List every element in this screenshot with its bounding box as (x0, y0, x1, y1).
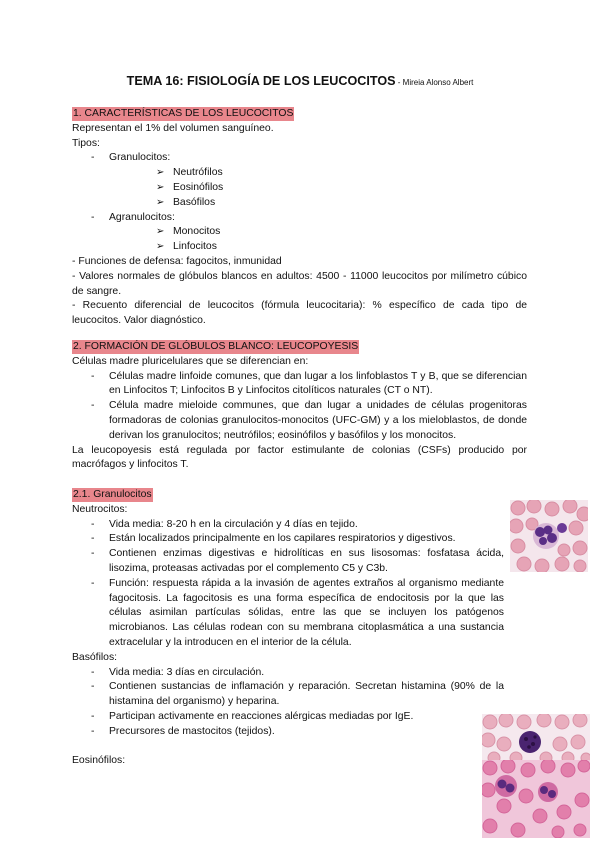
eosinophil-micrograph (482, 760, 590, 838)
section-1 (72, 107, 527, 329)
s1-agranulocitos: - Agranulocitos: (72, 211, 527, 226)
neutrophil-micrograph (510, 500, 588, 572)
basophil-micrograph-image (482, 714, 590, 762)
s2-item2: - Célula madre mieloide communes, que dan lugar a unidades de células progenitoras formadoras de colonias granulocitos-monocitos (UFC-GM) y a los mieloblastos, de donde derivan los granulocitos; neutrófilos; eosinófilos y basófilos y los monocitos. (72, 399, 527, 443)
s1-basofilos: ➢ Basófilos (72, 196, 527, 211)
neutro-item-1: - Vida media: 8-20 h en la circulación y 4 días en tejido. (72, 518, 504, 533)
basofilos-title: Basófilos: (72, 651, 118, 663)
section-2-heading: 2. FORMACIÓN DE GLÓBULOS BLANCO: LEUCOPOYESIS (73, 341, 359, 352)
s2-item1: - Células madre linfoide comunes, que dan lugar a los linfoblastos T y B, que se diferencian en Linfocitos T; Linfocitos B y Linfocitos citolíticos naturales (CT o NT). (72, 370, 527, 400)
s1-valores: - Valores normales de glóbulos blancos en adultos: 4500 - 11000 leucocitos por milímetro cúbico de sangre. (72, 270, 527, 297)
section-1-heading: 1. CARACTERÍSTICAS DE LOS LEUCOCITOS (73, 108, 294, 119)
neutro-item-3: - Contienen enzimas digestivas e hidrolíticas en sus lisosomas: fosfatasa ácida, lisozima, proteasas activadas por el complemento C5 y C3b. (72, 547, 504, 577)
neutro-item-2: - Están localizados principalmente en los capilares respiratorios y digestivos. (72, 532, 504, 547)
section-2 (72, 340, 527, 473)
neutro-item-4: - Función: respuesta rápida a la invasión de agentes extraños al organismo mediante fagocitosis. La fagocitosis es una forma específica de endocitosis por la que las células asimilan partículas sólidas, entre las que se incluyen los patógenos microbianos. Las células rodean con su membrana citoplasmática a una sustancia extracelular y la introducen en el interior de la célula. (72, 577, 504, 651)
eosinophil-micrograph-image (482, 760, 590, 838)
neutrocitos-title: Neutrocitos: (72, 503, 128, 515)
s1-granulocitos: - Granulocitos: (72, 151, 527, 166)
title-main: TEMA 16: FISIOLOGÍA DE LOS LEUCOCITOS (126, 74, 396, 88)
document-title (0, 74, 600, 91)
s1-tipos: Tipos: (72, 137, 100, 149)
s1-linfocitos: ➢ Linfocitos (72, 240, 527, 255)
s1-line1: Representan el 1% del volumen sanguíneo. (72, 122, 274, 134)
title-author: - Mireia Alonso Albert (395, 78, 474, 87)
s2-regulation: La leucopoyesis está regulada por factor estimulante de colonias (CSFs) producido por macrófagos y linfocitos T. (72, 444, 527, 471)
s1-defensa: - Funciones de defensa: fagocitos, inmunidad (72, 255, 282, 267)
baso-item-3: - Participan activamente en reacciones alérgicas mediadas por IgE. (72, 710, 504, 725)
basophil-micrograph (482, 714, 590, 762)
s1-eosinofilos: ➢ Eosinófilos (72, 181, 527, 196)
section-2-1 (72, 488, 504, 768)
s1-monocitos: ➢ Monocitos (72, 225, 527, 240)
s2-intro: Células madre pluricelulares que se diferencian en: (72, 355, 309, 367)
baso-item-2: - Contienen sustancias de inflamación y reparación. Secretan histamina (90% de la histamina del organismo) y heparina. (72, 680, 504, 710)
neutrophil-micrograph-image (510, 500, 588, 572)
s1-neutrofilos: ➢ Neutrófilos (72, 166, 527, 181)
eosinofilos-title: Eosinófilos: (72, 754, 126, 766)
s1-recuento: - Recuento diferencial de leucocitos (fórmula leucocitaria): % específico de cada tipo de leucocitos. Valor diagnóstico. (72, 300, 527, 327)
section-2-1-heading: 2.1. Granulocitos (73, 489, 152, 500)
baso-item-4: - Precursores de mastocitos (tejidos). (72, 725, 504, 740)
baso-item-1: - Vida media: 3 días en circulación. (72, 666, 504, 681)
